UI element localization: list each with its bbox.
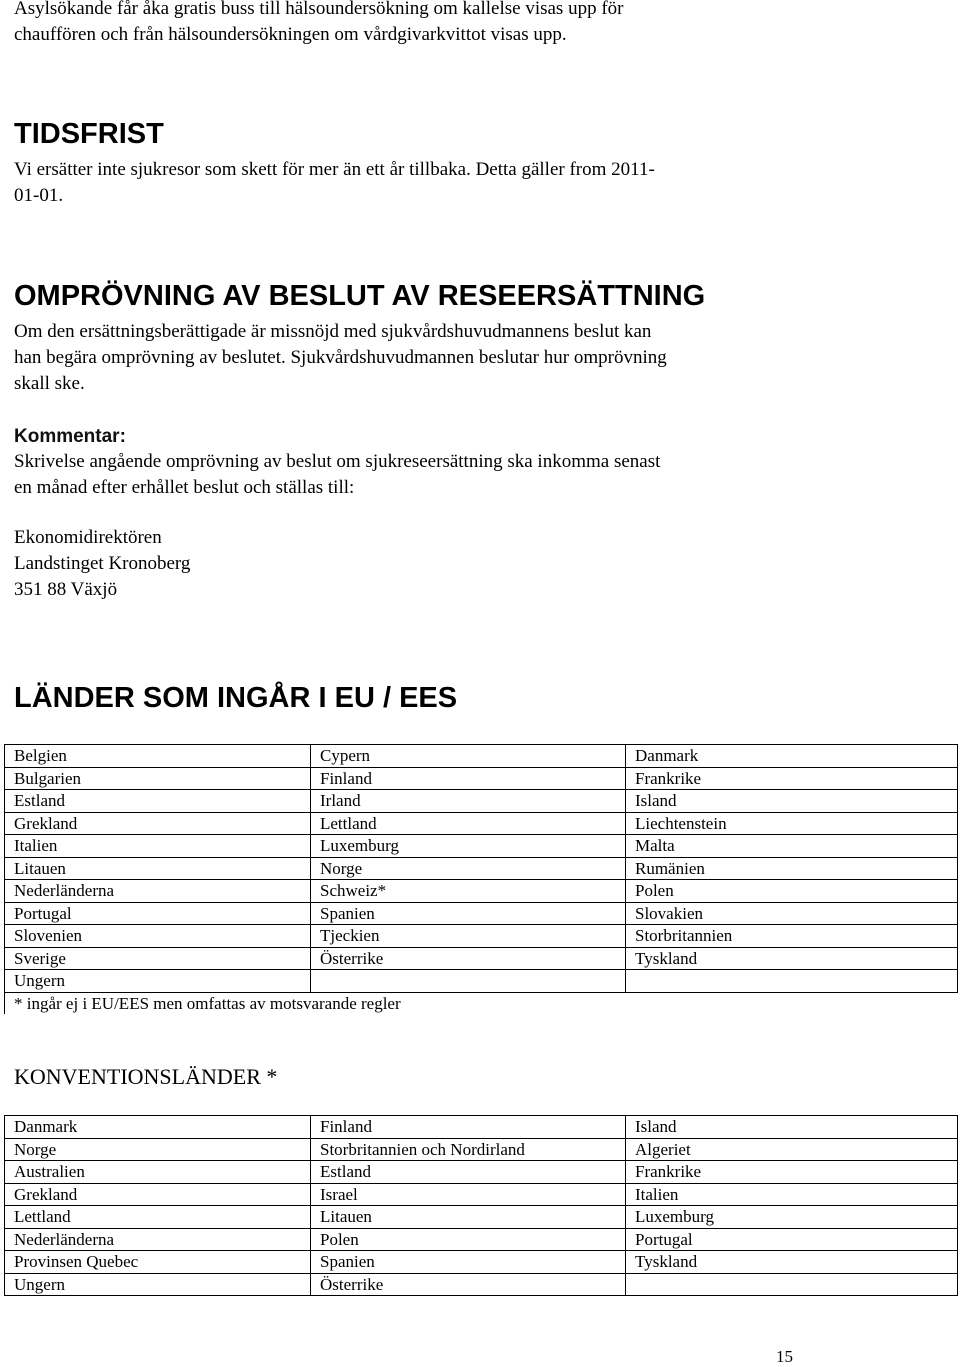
table-row [5, 745, 958, 768]
table-cell: Polen [311, 1228, 626, 1251]
tidsfrist-line-2: 01-01. [14, 185, 64, 206]
address-line-3: 351 88 Växjö [14, 579, 118, 600]
table-cell: Grekland [5, 1183, 311, 1206]
table-row [5, 947, 958, 970]
table-cell: Storbritannien och Nordirland [311, 1138, 626, 1161]
table-cell: Australien [5, 1161, 311, 1184]
table-cell: Österrike [311, 1273, 626, 1296]
table-row [5, 880, 958, 903]
table-row [5, 1161, 958, 1184]
table-cell: Ungern [5, 970, 311, 993]
tidsfrist-heading: TIDSFRIST [14, 118, 164, 150]
table-row [5, 790, 958, 813]
table-cell: Frankrike [626, 1161, 958, 1184]
table-row [5, 1183, 958, 1206]
table-cell: Estland [5, 790, 311, 813]
table-row [5, 835, 958, 858]
table-cell: Spanien [311, 1251, 626, 1274]
omprovning-heading: OMPRÖVNING AV BESLUT AV RESEERSÄTTNING [14, 280, 706, 312]
table-row [5, 1251, 958, 1274]
kommentar-line-1: Skrivelse angående omprövning av beslut om sjukreseersättning ska inkomma senast [14, 451, 661, 472]
table-cell: Portugal [5, 902, 311, 925]
table-cell: Danmark [5, 1116, 311, 1139]
table-cell: Irland [311, 790, 626, 813]
intro-line-1: Asylsökande får åka gratis buss till hälsoundersökning om kallelse visas upp för [14, 0, 624, 19]
table-cell: Nederländerna [5, 1228, 311, 1251]
table-cell: Belgien [5, 745, 311, 768]
table-cell: Luxemburg [311, 835, 626, 858]
intro-paragraph [14, 0, 814, 48]
table-cell: Finland [311, 767, 626, 790]
table-cell: Tyskland [626, 947, 958, 970]
table-cell: Slovakien [626, 902, 958, 925]
konvention-heading: KONVENTIONSLÄNDER * [14, 1064, 278, 1089]
table-cell: Spanien [311, 902, 626, 925]
table-cell: Italien [626, 1183, 958, 1206]
table-cell: Norge [5, 1138, 311, 1161]
table-cell: Norge [311, 857, 626, 880]
kommentar-label: Kommentar: [14, 426, 126, 447]
table-cell: Litauen [5, 857, 311, 880]
table-cell: Litauen [311, 1206, 626, 1229]
address-line-1: Ekonomidirektören [14, 527, 162, 548]
table-row [5, 1273, 958, 1296]
table-cell: Frankrike [626, 767, 958, 790]
table-cell: Lettland [5, 1206, 311, 1229]
eu-country-table [4, 744, 958, 1014]
konvention-country-table [4, 1115, 958, 1296]
table-cell: Cypern [311, 745, 626, 768]
table-row [5, 1138, 958, 1161]
empty-cell [626, 992, 958, 1014]
table-cell: Schweiz* [311, 880, 626, 903]
table-row [5, 925, 958, 948]
table-cell: Luxemburg [626, 1206, 958, 1229]
table-row [5, 1206, 958, 1229]
table-cell: Lettland [311, 812, 626, 835]
omprovning-paragraph [14, 319, 814, 397]
eu-heading: LÄNDER SOM INGÅR I EU / EES [14, 682, 458, 714]
table-cell: Polen [626, 880, 958, 903]
table-cell [626, 970, 958, 993]
table-cell: Israel [311, 1183, 626, 1206]
table-cell: Algeriet [626, 1138, 958, 1161]
table-cell: Island [626, 1116, 958, 1139]
omprovning-line-3: skall ske. [14, 373, 85, 394]
tidsfrist-line-1: Vi ersätter inte sjukresor som skett för mer än ett år tillbaka. Detta gäller from 2011- [14, 159, 655, 180]
kommentar-paragraph [14, 449, 814, 501]
table-cell: Sverige [5, 947, 311, 970]
table-cell: Estland [311, 1161, 626, 1184]
table-cell: Finland [311, 1116, 626, 1139]
address-block [14, 525, 814, 603]
tidsfrist-paragraph [14, 157, 814, 209]
table-row [5, 812, 958, 835]
table-cell: Provinsen Quebec [5, 1251, 311, 1274]
table-cell: Rumänien [626, 857, 958, 880]
table-row [5, 1228, 958, 1251]
table-cell: Bulgarien [5, 767, 311, 790]
table-cell [626, 1273, 958, 1296]
page-number: 15 [776, 1347, 793, 1366]
table-cell: Malta [626, 835, 958, 858]
table-cell: Italien [5, 835, 311, 858]
table-cell: Nederländerna [5, 880, 311, 903]
table-cell: Liechtenstein [626, 812, 958, 835]
table-cell: Tyskland [626, 1251, 958, 1274]
intro-line-2: chauffören och från hälsoundersökningen om vårdgivarkvittot visas upp. [14, 24, 567, 45]
table-cell: Danmark [626, 745, 958, 768]
table-cell: Storbritannien [626, 925, 958, 948]
table-cell: Grekland [5, 812, 311, 835]
table-cell: Österrike [311, 947, 626, 970]
table-row [5, 1116, 958, 1139]
omprovning-line-1: Om den ersättningsberättigade är missnöjd med sjukvårdshuvudmannens beslut kan [14, 321, 652, 342]
eu-footnote: * ingår ej i EU/EES men omfattas av motsvarande regler [5, 992, 626, 1014]
table-cell: Island [626, 790, 958, 813]
table-cell: Portugal [626, 1228, 958, 1251]
address-line-2: Landstinget Kronoberg [14, 553, 191, 574]
table-cell: Ungern [5, 1273, 311, 1296]
table-row [5, 857, 958, 880]
table-row [5, 902, 958, 925]
table-row [5, 970, 958, 993]
table-footnote-row [5, 992, 958, 1014]
table-row [5, 767, 958, 790]
table-cell [311, 970, 626, 993]
omprovning-line-2: han begära omprövning av beslutet. Sjukvårdshuvudmannen beslutar hur omprövning [14, 347, 667, 368]
kommentar-line-2: en månad efter erhållet beslut och ställas till: [14, 477, 355, 498]
table-cell: Tjeckien [311, 925, 626, 948]
table-cell: Slovenien [5, 925, 311, 948]
